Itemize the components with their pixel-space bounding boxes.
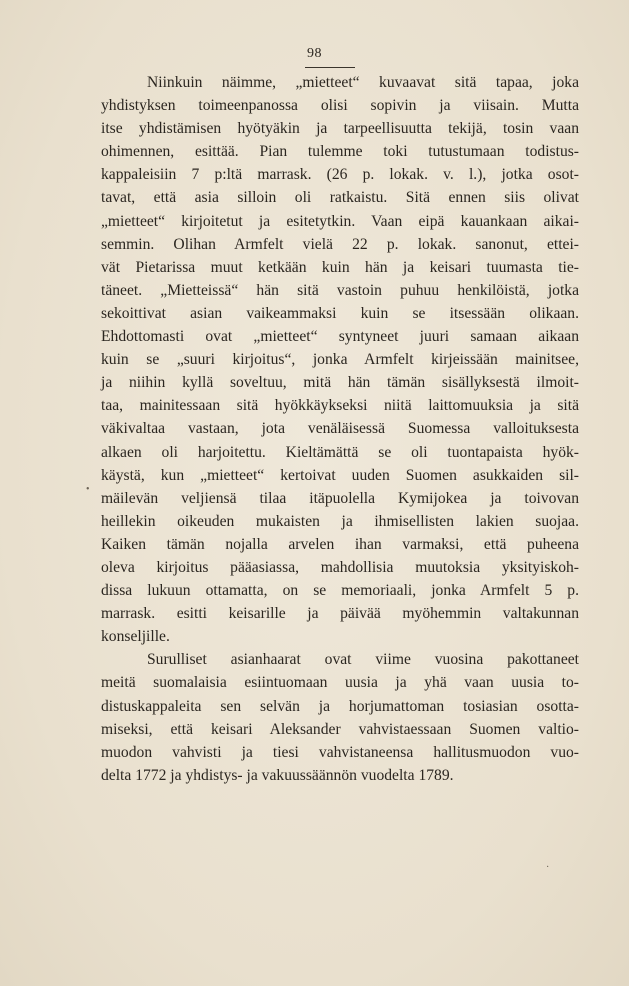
text-line: alkaen oli harjoitettu. Kieltämättä se oli tuontapaista hyök- [101,443,579,461]
text-line: kappaleisiin 7 p:ltä marrask. (26 p. lokak. v. l.), jotka osot- [101,166,579,184]
text-line: muodon vahvisti ja tiesi vahvistaneensa hallitusmuodon vuo- [101,743,579,761]
page-number-rule [305,67,355,68]
text-line: väkivaltaa vastaan, jota venäläisessä Suomessa valloituksesta [101,420,579,438]
text-line: taa, mainitessaan sitä hyökkäykseksi niitä laittomuuksia ja sitä [101,397,579,415]
text-line: meitä suomalaisia esiintuomaan uusia ja yhä vaan uusia to- [101,674,579,692]
text-line: kuin se „suuri kirjoitus“, jonka Armfelt kirjeissään mainitsee, [101,351,579,369]
print-speck: · [546,862,550,873]
paragraph-1 [101,71,579,648]
text-line: distuskappaleita sen selvän ja horjumattoman tosiasian osotta- [101,697,579,715]
text-line: dissa lukuun ottamatta, on se memoriaali, jonka Armfelt 5 p. [101,582,579,600]
text-line: konseljille. [101,628,170,646]
text-line: delta 1772 ja yhdistys- ja vakuussäännön vuodelta 1789. [101,766,454,784]
print-speck: • [86,484,90,495]
text-line: Surulliset asianhaarat ovat viime vuosina pakottaneet [147,651,579,669]
body-text [101,71,579,787]
text-line: käystä, kun „mietteet“ kertoivat uuden Suomen asukkaiden sil- [101,466,579,484]
text-line: täneet. „Mietteissä“ hän sitä vastoin puhuu henkilöistä, jotka [101,281,579,299]
text-line: ja niihin kyllä soveltuu, mitä hän tämän sisällyksestä ilmoit- [101,374,579,392]
text-line: Ehdottomasti ovat „mietteet“ syntyneet juuri samaan aikaan [101,328,579,346]
text-line: sekoittivat asian vaikeammaksi kuin se itsessään olikaan. [101,304,579,322]
text-line: itse yhdistämisen hyötyäkin ja tarpeellisuutta tekijä, tosin vaan [101,120,579,138]
text-line: vät Pietarissa muut ketkään kuin hän ja keisari tuumasta tie- [101,258,579,276]
text-line: yhdistyksen toimeenpanossa olisi sopivin ja viisain. Mutta [101,97,579,115]
text-line: Kaiken tämän nojalla arvelen ihan varmaksi, että puheena [101,535,579,553]
text-line: mäilevän veljiensä tilaa itäpuolella Kymijokea ja toivovan [101,489,579,507]
page-number: 98 [307,46,322,61]
text-line: heillekin oikeuden mukaisten ja ihmisellisten lakien suojaa. [101,512,579,530]
text-line: oleva kirjoitus pääasiassa, mahdollisia muutoksia yksityiskoh- [101,558,579,576]
text-line: ohimennen, esittää. Pian tulemme toki tutustumaan todistus- [101,143,579,161]
text-line: „mietteet“ kirjoitetut ja esitetytkin. Vaan eipä kauankaan aikai- [101,212,579,230]
text-line: Niinkuin näimme, „mietteet“ kuvaavat sitä tapaa, joka [147,74,579,91]
paragraph-2 [101,648,579,787]
text-line: miseksi, että keisari Aleksander vahvistaessaan Suomen valtio- [101,720,579,738]
text-line: semmin. Olihan Armfelt vielä 22 p. lokak. sanonut, ettei- [101,235,579,253]
text-line: tavat, että asia silloin oli ratkaistu. Sitä ennen siis olivat [101,189,579,207]
text-line: marrask. esitti keisarille ja päivää myöhemmin valtakunnan [101,605,579,623]
